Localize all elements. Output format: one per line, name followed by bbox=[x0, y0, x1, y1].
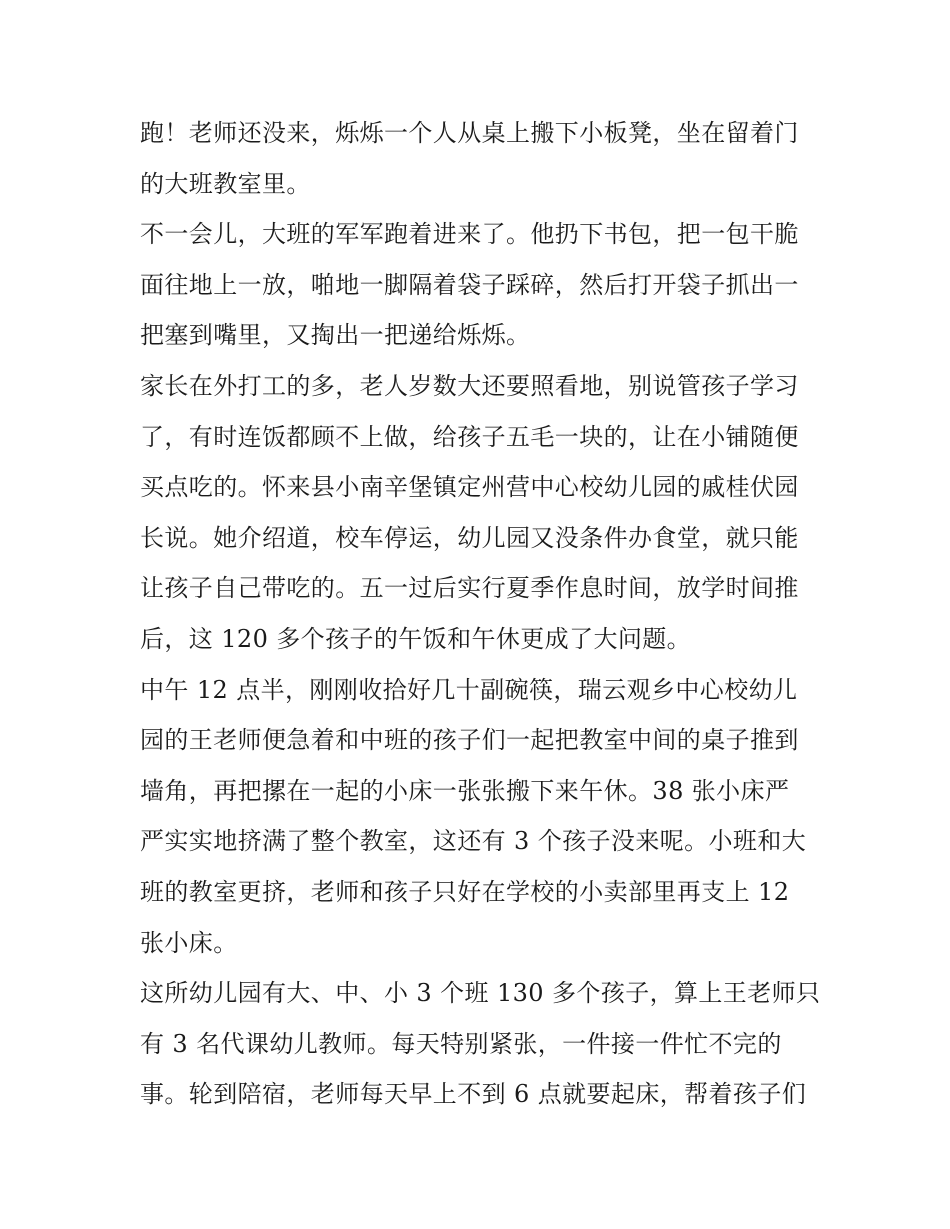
text-line: 不一会儿，大班的军军跑着进来了。他扔下书包，把一包干脆 bbox=[140, 220, 799, 249]
paragraph-2 bbox=[140, 209, 820, 361]
text-line: 买点吃的。怀来县小南辛堡镇定州营中心校幼儿园的戚桂伏园 bbox=[140, 473, 799, 502]
text-line: 班的教室更挤，老师和孩子只好在学校的小卖部里再支上 12 bbox=[140, 877, 790, 906]
text-line: 有 3 名代课幼儿教师。每天特别紧张，一件接一件忙不完的 bbox=[140, 1029, 782, 1058]
text-line: 把塞到嘴里，又掏出一把递给烁烁。 bbox=[140, 321, 531, 350]
text-line: 园的王老师便急着和中班的孩子们一起把教室中间的桌子推到 bbox=[140, 726, 799, 755]
text-line: 严实实地挤满了整个教室，这还有 3 个孩子没来呢。小班和大 bbox=[140, 827, 807, 856]
text-line: 了，有时连饭都顾不上做，给孩子五毛一块的，让在小铺随便 bbox=[140, 422, 799, 451]
article-body bbox=[140, 108, 820, 1120]
text-line: 墙角，再把摞在一起的小床一张张搬下来午休。38 张小床严 bbox=[140, 776, 790, 805]
text-line: 张小床。 bbox=[140, 928, 238, 957]
text-line: 面往地上一放，啪地一脚隔着袋子踩碎，然后打开袋子抓出一 bbox=[140, 270, 799, 299]
paragraph-4 bbox=[140, 665, 820, 969]
paragraph-1 bbox=[140, 108, 820, 209]
text-line: 后，这 120 多个孩子的午饭和午休更成了大问题。 bbox=[140, 624, 692, 653]
text-line: 事。轮到陪宿，老师每天早上不到 6 点就要起床，帮着孩子们 bbox=[140, 1080, 807, 1109]
paragraph-3 bbox=[140, 361, 820, 665]
text-line: 跑！老师还没来，烁烁一个人从桌上搬下小板凳，坐在留着门 bbox=[140, 119, 799, 147]
paragraph-5 bbox=[140, 968, 820, 1120]
text-line: 中午 12 点半，刚刚收拾好几十副碗筷，瑞云观乡中心校幼儿 bbox=[140, 675, 798, 704]
text-line: 的大班教室里。 bbox=[140, 169, 311, 198]
text-line: 家长在外打工的多，老人岁数大还要照看地，别说管孩子学习 bbox=[140, 371, 799, 400]
text-line: 让孩子自己带吃的。五一过后实行夏季作息时间，放学时间推 bbox=[140, 574, 799, 603]
text-line: 长说。她介绍道，校车停运，幼儿园又没条件办食堂，就只能 bbox=[140, 523, 799, 552]
text-line: 这所幼儿园有大、中、小 3 个班 130 多个孩子，算上王老师只 bbox=[140, 979, 821, 1008]
